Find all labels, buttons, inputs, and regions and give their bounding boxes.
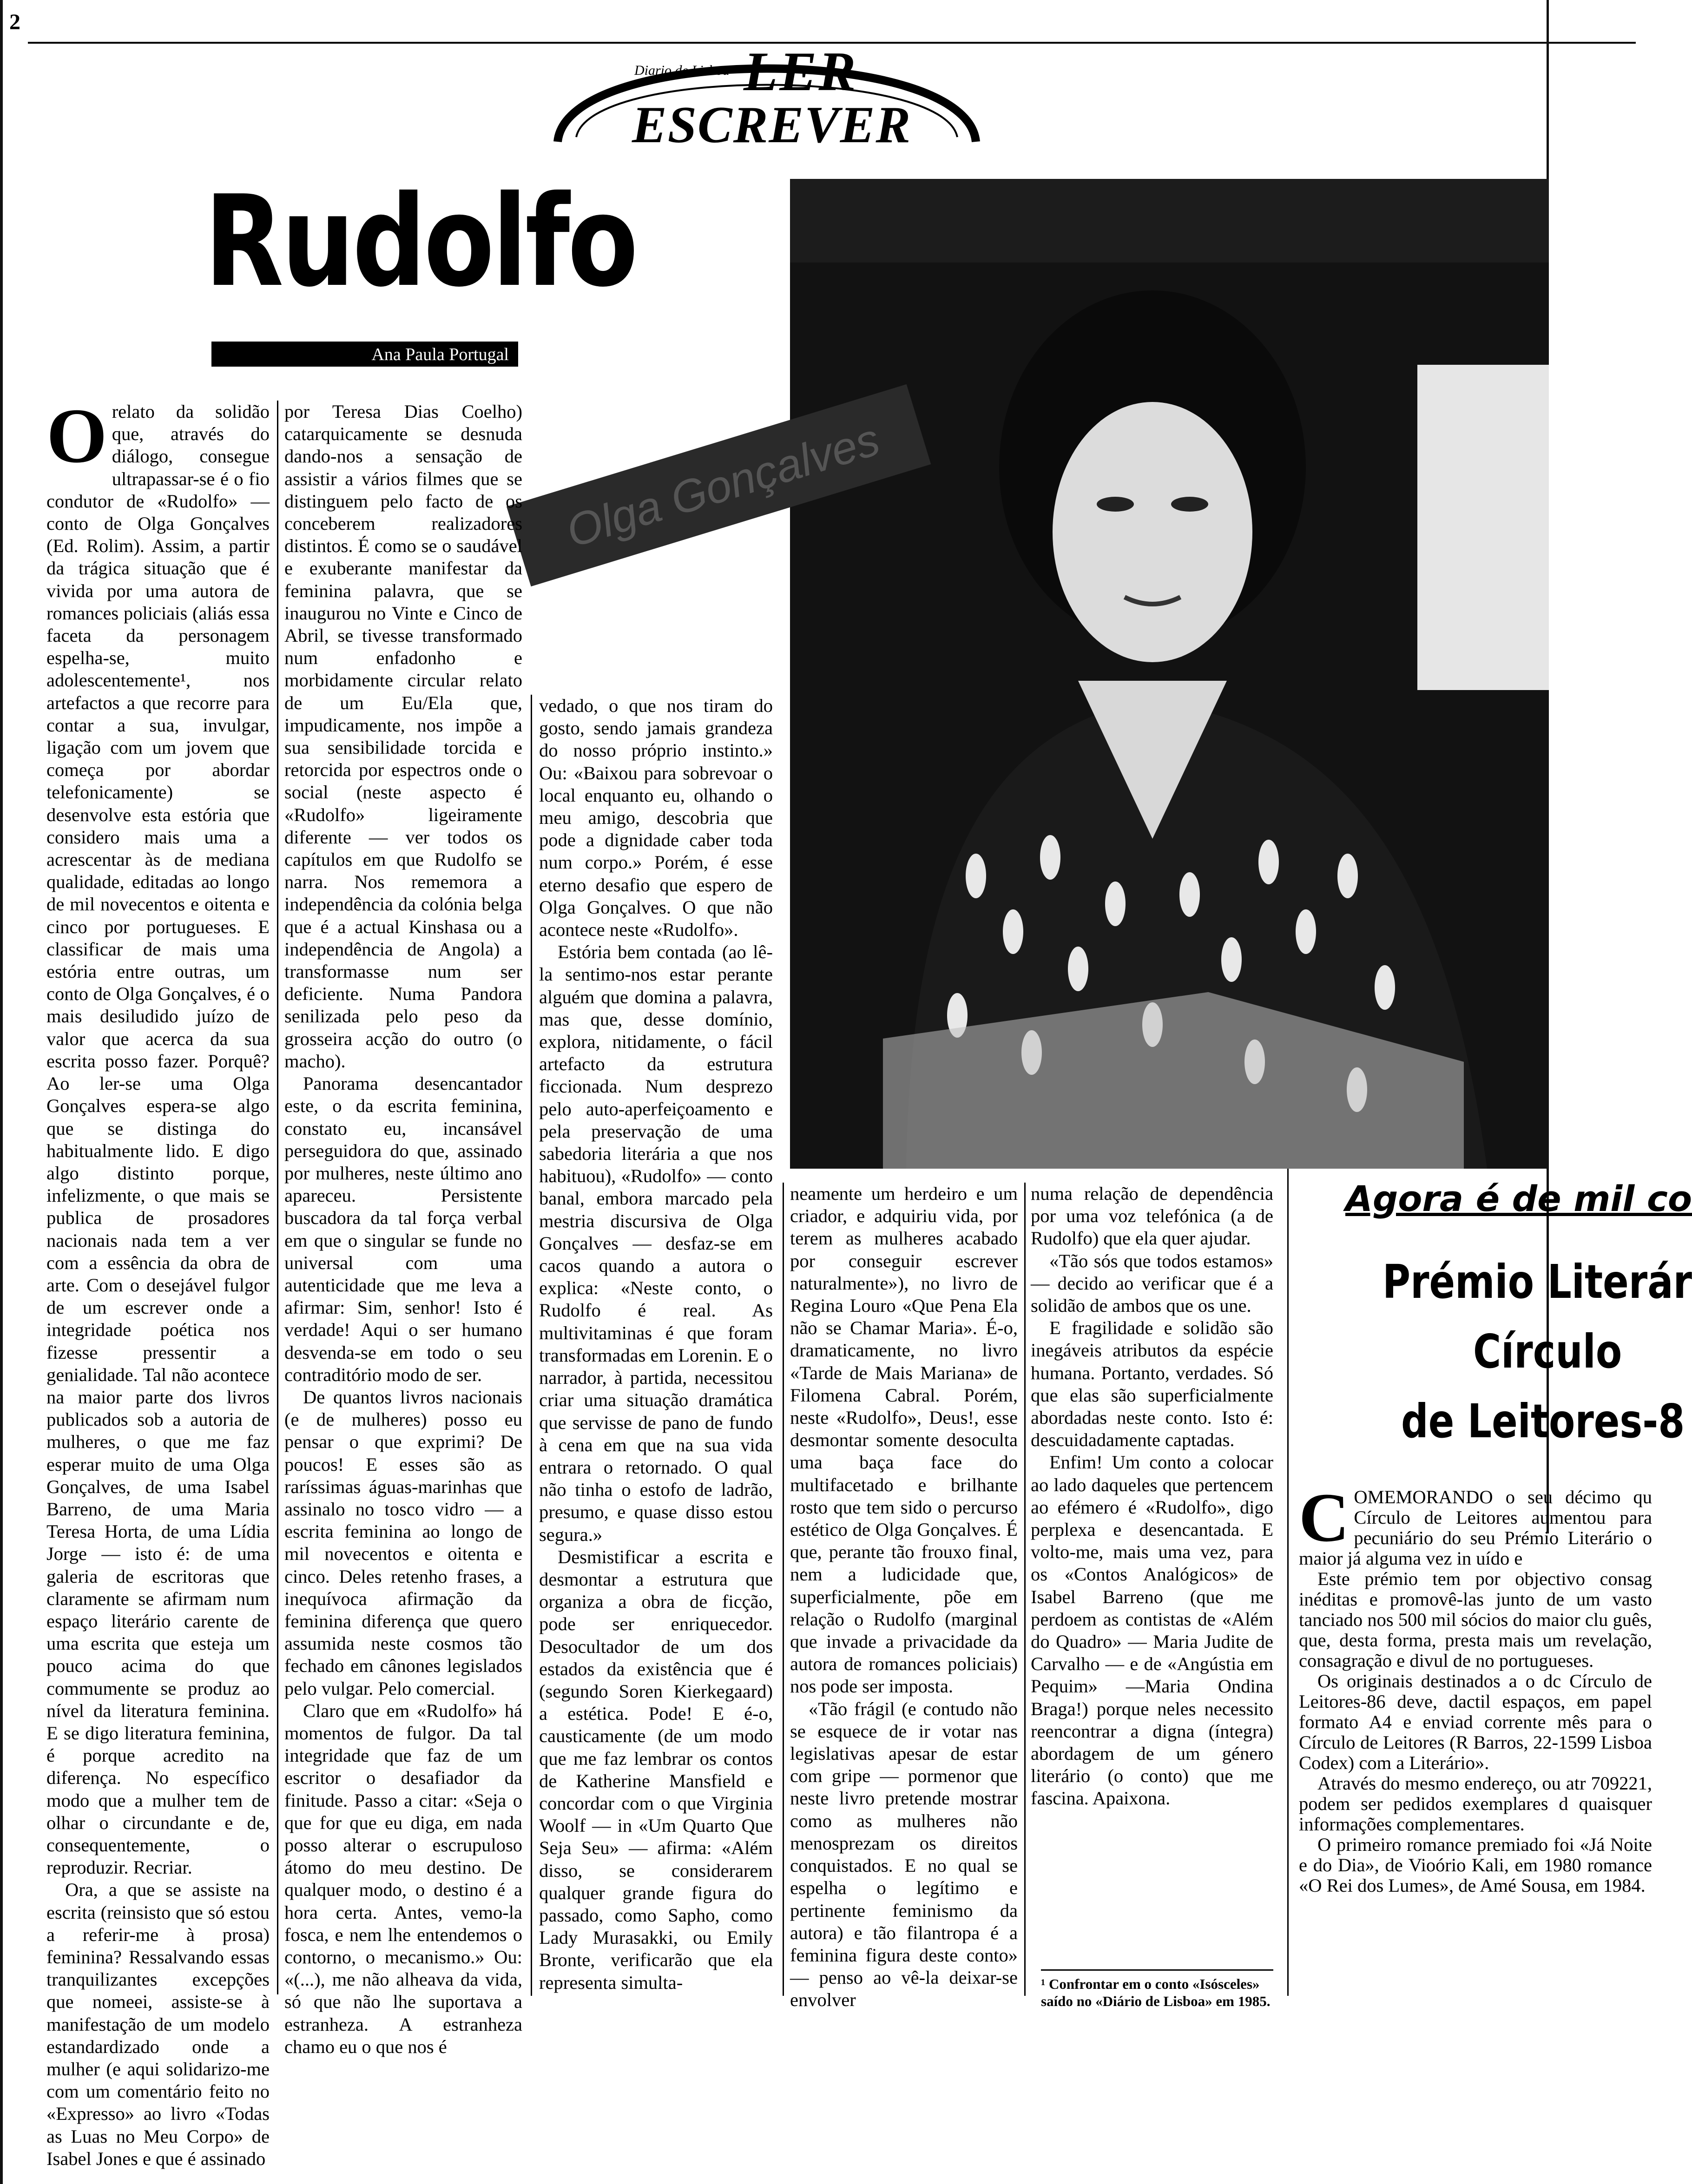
sidebar-paragraph: Através do mesmo endereço, ou atr 709221, podem ser pedidos exemplares d quaisquer informações complementares. — [1299, 1773, 1652, 1835]
column-divider — [1024, 1183, 1026, 1996]
article-column-2 — [284, 401, 522, 2058]
column-divider — [531, 695, 532, 1996]
sidebar-paragraph: O primeiro romance premiado foi «Já Noite e do Dia», de Vioório Kali, em 1980 romance «O Rei dos Lumes», de Amé Sousa, em 1984. — [1299, 1834, 1652, 1896]
column-divider — [277, 401, 278, 1994]
article-paragraph: Panorama desencantador este, o da escrita feminina, constato eu, incansável perseguidora do que, assinado por mulheres, neste último ano apareceu. Persistente buscadora da tal força verbal em que o singular se funde no universal com uma autenticidade que me leva a afirmar: Sim, senhor! Isto é verdade! Aqui o ser humano desvenda-se em todo o seu contraditório modo de ser. — [284, 1073, 522, 1385]
sidebar-title-line: Círculo — [1473, 1324, 1622, 1379]
masthead-paper-name: Diario de Lisboa — [634, 63, 730, 78]
sidebar-paragraph: COMEMORANDO o seu décimo qu Círculo de Leitores aumentou para pecuniário do seu Prémio Literário o maior já alguma vez in uído e — [1299, 1479, 1652, 1569]
article-paragraph: Enfim! Um conto a colocar ao lado daqueles que pertencem ao efémero é «Rudolfo», digo perplexa e desencantada. E volto-me, mais uma vez, para os «Contos Analógicos» de Isabel Barreno (que me perdoem as contistas de «Além do Quadro» — Maria Judite de Carvalho — e de «Angústia em Pequim» —Maria Ondina Braga!) porque neles necessito reencontrar a digna (íntegra) abordagem de um género literário (o conto) que me fascina. Apaixona. — [1031, 1452, 1273, 1809]
byline-bar — [211, 342, 518, 367]
masthead-escrever: ESCREVER — [632, 96, 912, 154]
portrait-illustration — [790, 179, 1549, 1169]
masthead-ler: LER — [744, 40, 858, 102]
article-column-1 — [46, 393, 270, 2170]
article-paragraph: De quantos livros nacionais (e de mulheres) posso eu pensar o que exprimi? De poucos! E esses são as raríssimas águas-marinhas que assinalo no tosco vidro — a escrita feminina ao longo de mil novecentos e oitenta e cinco. Deles retenho frases, a inequívoca afirmação da feminina diferença que quero assumida neste cosmos tão fechado em cânones legislados pelo vulgar. Pelo comercial. — [284, 1386, 522, 1699]
article-paragraph: Ora, a que se assiste na escrita (reinsisto que só estou a referir-me à prosa) feminina? Ressalvando essas tranquilizantes excepções que nomeei, assiste-se à manifestação de um modelo estandardizado onde a mulher (e aqui solidarizo-me com um comentário feito no «Expresso» ao livro «Todas as Luas no Meu Corpo» de Isabel Jones e que é assinado — [46, 1879, 270, 2169]
article-column-5 — [1031, 1183, 1273, 1810]
article-paragraph: vedado, o que nos tiram do gosto, sendo jamais grandeza do nosso próprio instinto.» Ou: «Baixou para sobrevoar o local enquanto eu, olhando o meu amigo, descobria que pode a dignidade caber toda num corpo.» Porém, é esse eterno desafio que espero de Olga Gonçalves. O que não acontece neste «Rudolfo». — [539, 695, 773, 941]
drop-cap: O — [46, 393, 107, 479]
article-paragraph: numa relação de dependência por uma voz telefónica (a de Rudolfo) que ela quer ajudar. — [1031, 1183, 1273, 1249]
sidebar-body — [1299, 1479, 1652, 1896]
sidebar-divider — [1287, 1169, 1289, 1996]
page-left-edge — [0, 0, 3, 2184]
article-column-3 — [539, 695, 773, 1994]
article-paragraph: «Tão sós que todos estamos» — decido ao verificar que é a solidão de ambos que os une. — [1031, 1250, 1273, 1316]
masthead-logo — [548, 26, 985, 154]
sidebar-kicker: Agora é de mil co — [1345, 1178, 1692, 1219]
article-paragraph: Claro que em «Rudolfo» há momentos de fulgor. Da tal integridade que faz de um escritor o desafiador da finitude. Passo a citar: «Seja o que for que eu diga, em nada posso alterar o escrupuloso átomo do meu destino. De qualquer modo, o destino é a hora certa. Antes, vemo-la fosca, e nem lhe entendemos o contorno, o mecanismo.» Ou: «(...), me não alheava da vida, só que não lhe suportava a estranheza. A estranheza chamo eu o que nos é — [284, 1700, 522, 2057]
article-paragraph: Orelato da solidão que, através do diálogo, consegue ultrapassar-se é o fio condutor de «Rudolfo» — conto de Olga Gonçalves (Ed. Rolim). Assim, a partir da trágica situação que é vivida por uma autora de romances policiais (aliás essa faceta da personagem espelha-se, muito adolescentemente¹, nos artefactos a que recorre para contar a sua, invulgar, ligação com um jovem que começa por abordar telefonicamente) se desenvolve esta estória que considero mais uma a acrescentar às de mediana qualidade, editadas ao longo de mil novecentos e oitenta e cinco por portugueses. E classificar de mais uma estória entre outras, um conto de Olga Gonçalves, é o mais desiludido juízo de valor que acerca da sua escrita posso fazer. Porquê? Ao ler-se uma Olga Gonçalves espera-se algo que se distinga do habitualmente lido. E digo algo distinto porque, infelizmente, o que mais se publica de prosadores nacionais nada tem a ver com a essência da obra de arte. Com o desejável fulgor de um escrever onde a integridade poética nos fizesse pressentir a genialidade. Tal não acontece na maior parte dos livros publicados sob a autoria de mulheres, o que me faz esperar muito de uma Olga Gonçalves, de uma Isabel Barreno, de uma Maria Teresa Horta, de uma Lídia Jorge — isto é: de uma galeria de escritoras que claramente se afirmam num espaço literário carente de uma escrita que esteja um pouco acima do que commumente se produz ao nível da literatura feminina. E se digo literatura feminina, é porque acredito na diferença. No específico modo que a mulher tem de olhar o circundante e de, consequentemente, o reproduzir. Recriar. — [46, 393, 270, 1878]
sidebar-paragraph: Este prémio tem por objectivo consag inéditas e promovê-las junto de um vasto tanciado nos 500 mil sócios do maior clu guês, que, desta forma, presta mais um revelação, consagração e divul de no portugueses. — [1299, 1568, 1652, 1671]
column-divider — [783, 1183, 784, 1996]
article-paragraph: Desmistificar a escrita e desmontar a estrutura que organiza a obra de ficção, pode ser enriquecedor. Desocultador de um dos estados da existência que é (segundo Soren Kierkegaard) a estética. Pode! E é-o, causticamente (de um modo que me faz lembrar os contos de Katherine Mansfield e concordar com o que Virginia Woolf — in «Um Quarto Que Seja Seu» — afirma: «Além disso, se considerarem qualquer grande figura do passado, como Sapho, como Lady Murasakki, ou Emily Bronte, verificarão que ela representa simulta- — [539, 1546, 773, 1993]
byline: Ana Paula Portugal — [371, 345, 509, 364]
article-column-4 — [790, 1183, 1018, 2012]
article-paragraph: «Tão frágil (e contudo não se esquece de ir votar nas legislativas apesar de estar com gripe — pormenor que neste livro pretende mostrar como as mulheres não menosprezam os direitos conquistados. E no qual se espelha o legítimo e pertinente feminismo da autora) e tão filantropa é a feminina figura deste conto» — penso ao vê-la deixar-se envolver — [790, 1698, 1018, 2011]
page-number: 2 — [9, 10, 20, 34]
drop-cap: C — [1299, 1479, 1350, 1556]
author-photo — [790, 179, 1549, 1169]
article-paragraph: por Teresa Dias Coelho) catarquicamente se desnuda dando-nos a sensação de assistir a vários filmes que se distinguem pelo facto de os conceberem realizadores distintos. É como se o saudável e exuberante manifestar da feminina palavra, que se inaugurou no Vinte e Cinco de Abril, se tivesse transformado num enfadonho e morbidamente circular relato de um Eu/Ela que, impudicamente, nos impõe a sua sensibilidade torcida e retorcida por espectros onde o social (neste aspecto é «Rudolfo» ligeiramente diferente — ver todos os capítulos em que Rudolfo se narra. Nos rememora a independência da colónia belga que é a actual Kinshasa ou a independência de Angola) a transformasse num ser deficiente. Numa Pandora senilizada pelo peso da grosseira acção do outro (o macho). — [284, 401, 522, 1072]
footnote: ¹ Confrontar em o conto «Isósceles» saído no «Diário de Lisboa» em 1985. — [1041, 1969, 1273, 2010]
photo-caption: Olga Gonçalves — [560, 413, 885, 557]
sidebar-title-line: Prémio Literár — [1383, 1255, 1692, 1309]
article-paragraph: Estória bem contada (ao lê-la sentimo-nos estar perante alguém que domina a palavra, mas que, desse domínio, explora, nitidamente, o fácil artefacto da estrutura ficcionada. Num desprezo pelo auto-aperfeiçoamento e pela preservação de uma sabedoria literária a que nos habituou), «Rudolfo» — conto banal, embora marcado pela mestria discursiva de Olga Gonçalves — desfaz-se em cacos quando a autora o explica: «Neste conto, o Rudolfo é real. As multivitaminas é que foram transformadas em Lorenin. E o narrador, à partida, necessitou criar uma situação dramática que servisse de pano de fundo à cena em que na sua vida entrara o retornado. O qual não tinha o estofo de ladrão, presumo, e quase disso estou segura.» — [539, 941, 773, 1545]
sidebar-paragraph: Os originais destinados a o dc Círculo de Leitores-86 deve, dactil espaços, em papel formato A4 e enviad corrente mês para o Círculo de Leitores (R Barros, 22-1599 Lisboa Codex) com a Literário». — [1299, 1671, 1652, 1773]
sidebar-title-line: de Leitores-8 — [1401, 1394, 1685, 1448]
article-headline: Rudolfo — [204, 168, 636, 315]
article-paragraph: neamente um herdeiro e um criador, e adquiriu vida, por terem as mulheres acabado por conseguir escrever naturalmente»), no livro de Regina Louro «Que Pena Ela não se Chamar Maria». É-o, dramaticamente, no livro «Tarde de Mais Mariana» de Filomena Cabral. Porém, neste «Rudolfo», Deus!, esse desmontar somente desoculta uma baça face do multifacetado e brilhante rosto que tem sido o percurso estético de Olga Gonçalves. É que, perante tão frouxo final, nem a ludicidade que, superficialmente, põe em relação o Rudolfo (marginal que invade a privacidade da autora de romances policiais) nos pode ser imposta. — [790, 1183, 1018, 1697]
article-paragraph: E fragilidade e solidão são inegáveis atributos da espécie humana. Portanto, verdades. Só que elas são superficialmente abordadas neste conto. Isto é: descuidadamente captadas. — [1031, 1317, 1273, 1451]
